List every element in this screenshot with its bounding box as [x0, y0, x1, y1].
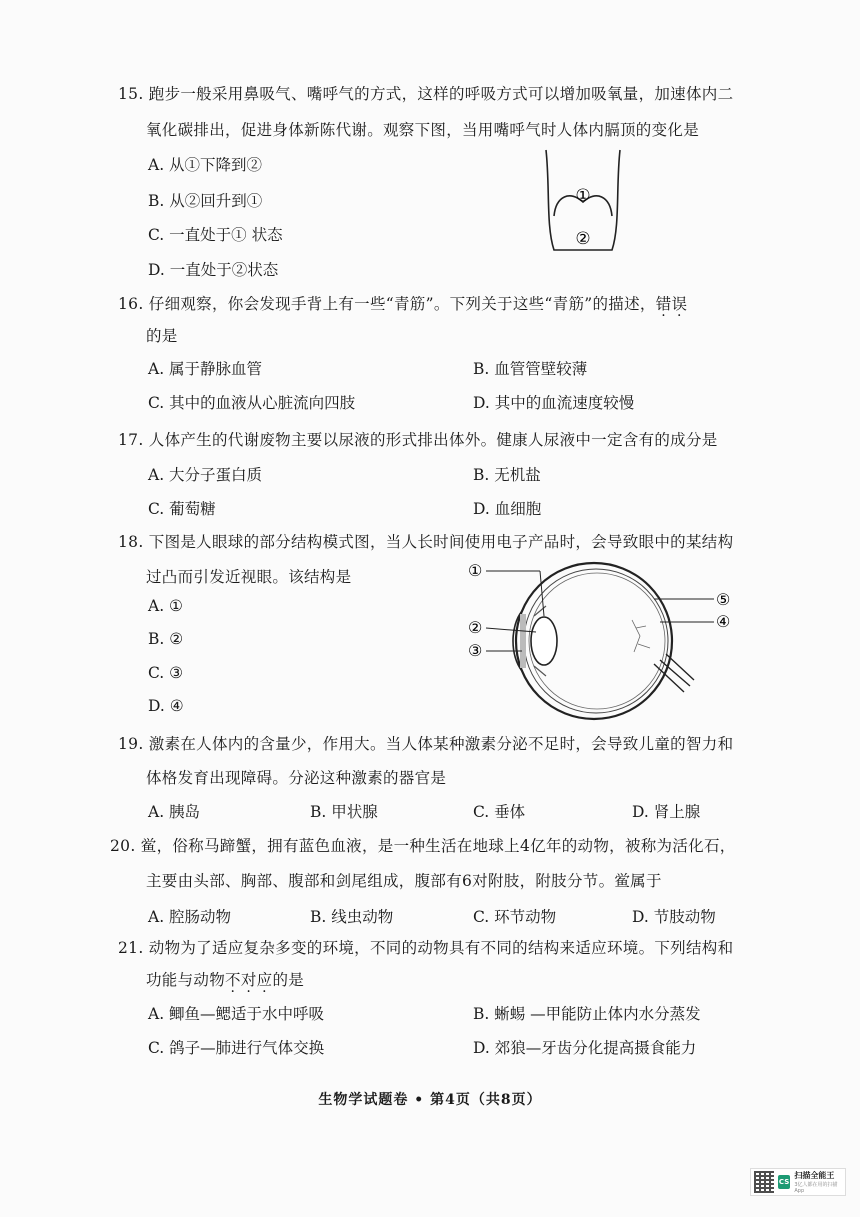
q20-option-b[interactable]: B. 线虫动物	[310, 908, 394, 926]
q16-stem-line1	[118, 292, 687, 314]
q18-stem-line2: 过凸而引发近视眼。该结构是	[146, 568, 352, 586]
q18-option-d[interactable]: D. ④	[148, 697, 184, 715]
q16-stem-line2: 的是	[146, 327, 178, 345]
q21-option-a[interactable]: A. 鲫鱼—鳃适于水中呼吸	[148, 1005, 325, 1023]
blood-vessels	[632, 620, 650, 652]
q19-option-c[interactable]: C. 垂体	[473, 803, 526, 821]
label-2: ②	[468, 618, 483, 637]
diaphragm-diagram	[538, 146, 628, 256]
q15-option-b[interactable]: B. 从②回升到①	[148, 192, 263, 210]
q20-stem-line2: 主要由头部、胸部、腹部和剑尾组成，腹部有6对附肢，附肢分节。鲎属于	[146, 872, 662, 890]
q18-option-b[interactable]: B. ②	[148, 630, 184, 648]
q15-stem-line1: 15. 跑步一般采用鼻吸气、嘴呼气的方式，这样的呼吸方式可以增加吸氧量，加速体内二	[118, 85, 734, 103]
label-2: ②	[575, 229, 591, 249]
q16-option-a[interactable]: A. 属于静脉血管	[148, 360, 263, 378]
q21-stem-line2	[146, 968, 304, 990]
q21-option-d[interactable]: D. 郊狼—牙齿分化提高摄食能力	[473, 1039, 697, 1057]
q18-option-c[interactable]: C. ③	[148, 664, 184, 682]
q21-emphasis-2: 对	[240, 971, 257, 989]
scanner-watermark	[750, 1168, 846, 1196]
label-1: ①	[575, 186, 591, 206]
q21-emphasis-1: 不	[225, 971, 241, 989]
q19-stem-line1: 19. 激素在人体内的含量少，作用大。当人体某种激素分泌不足时，会导致儿童的智力和	[118, 735, 734, 753]
lens	[531, 617, 557, 665]
scanner-title: 扫描全能王	[794, 1171, 835, 1180]
q19-option-d[interactable]: D. 肾上腺	[632, 803, 701, 821]
q19-option-a[interactable]: A. 胰岛	[148, 803, 201, 821]
q17-option-c[interactable]: C. 葡萄糖	[148, 500, 216, 518]
q15-stem-line2: 氧化碳排出，促进身体新陈代谢。观察下图，当用嘴呼气时人体内膈顶的变化是	[146, 121, 700, 139]
q19-stem-line2: 体格发育出现障碍。分泌这种激素的器官是	[146, 769, 447, 787]
q21-stem-line1: 21. 动物为了适应复杂多变的环境，不同的动物具有不同的结构来适应环境。下列结构和	[118, 939, 734, 957]
q20-option-a[interactable]: A. 腔肠动物	[148, 908, 232, 926]
q16-option-c[interactable]: C. 其中的血液从心脏流向四肢	[148, 394, 356, 412]
q18-option-a[interactable]: A. ①	[148, 597, 183, 615]
q15-option-a[interactable]: A. 从①下降到②	[148, 156, 263, 174]
q19-option-b[interactable]: B. 甲状腺	[310, 803, 378, 821]
q21-option-b[interactable]: B. 蜥蜴 —甲能防止体内水分蒸发	[473, 1005, 701, 1023]
q20-option-c[interactable]: C. 环节动物	[473, 908, 557, 926]
q21-emphasis-3: 应	[256, 971, 273, 989]
q18-stem-line1: 18. 下图是人眼球的部分结构模式图，当人长时间使用电子产品时，会导致眼中的某结构	[118, 533, 734, 551]
leader-line-2	[486, 628, 536, 632]
q16-emphasis-1: 错	[655, 295, 672, 313]
q21-option-c[interactable]: C. 鸽子—肺进行气体交换	[148, 1039, 325, 1057]
q21-stem-text-post: 的是	[272, 971, 305, 989]
q16-emphasis-2: 误	[671, 295, 688, 313]
qr-code-icon	[754, 1171, 774, 1193]
label-5: ⑤	[716, 590, 731, 609]
q17-stem-line1: 17. 人体产生的代谢废物主要以尿液的形式排出体外。健康人尿液中一定含有的成分是	[118, 431, 718, 449]
q16-stem-text: 16. 仔细观察，你会发现手背上有一些“青筋”。下列关于这些“青筋”的描述，	[118, 295, 656, 313]
scanner-text	[794, 1170, 842, 1194]
q15-option-c[interactable]: C. 一直处于① 状态	[148, 226, 283, 244]
q17-option-b[interactable]: B. 无机盐	[473, 466, 541, 484]
camscanner-logo: CS	[778, 1175, 791, 1189]
q17-option-a[interactable]: A. 大分子蛋白质	[148, 466, 263, 484]
q20-stem-line1: 20. 鲎，俗称马蹄蟹，拥有蓝色血液，是一种生活在地球上4亿年的动物，被称为活化石，	[110, 837, 736, 855]
eye-diagram	[464, 556, 744, 726]
label-3: ③	[468, 641, 483, 660]
iris	[520, 614, 526, 668]
q20-option-d[interactable]: D. 节肢动物	[632, 908, 716, 926]
label-4: ④	[716, 612, 731, 631]
q17-option-d[interactable]: D. 血细胞	[473, 500, 542, 518]
scanner-subtitle: 3亿人都在用的扫描App	[794, 1182, 838, 1194]
q15-option-d[interactable]: D. 一直处于②状态	[148, 261, 279, 279]
q21-stem-text-pre: 功能与动物	[146, 971, 226, 989]
q16-option-b[interactable]: B. 血管管壁较薄	[473, 360, 588, 378]
q16-option-d[interactable]: D. 其中的血流速度较慢	[473, 394, 635, 412]
page-footer: 生物学试题卷 • 第4页（共8页）	[318, 1092, 542, 1108]
label-1: ①	[468, 561, 483, 580]
